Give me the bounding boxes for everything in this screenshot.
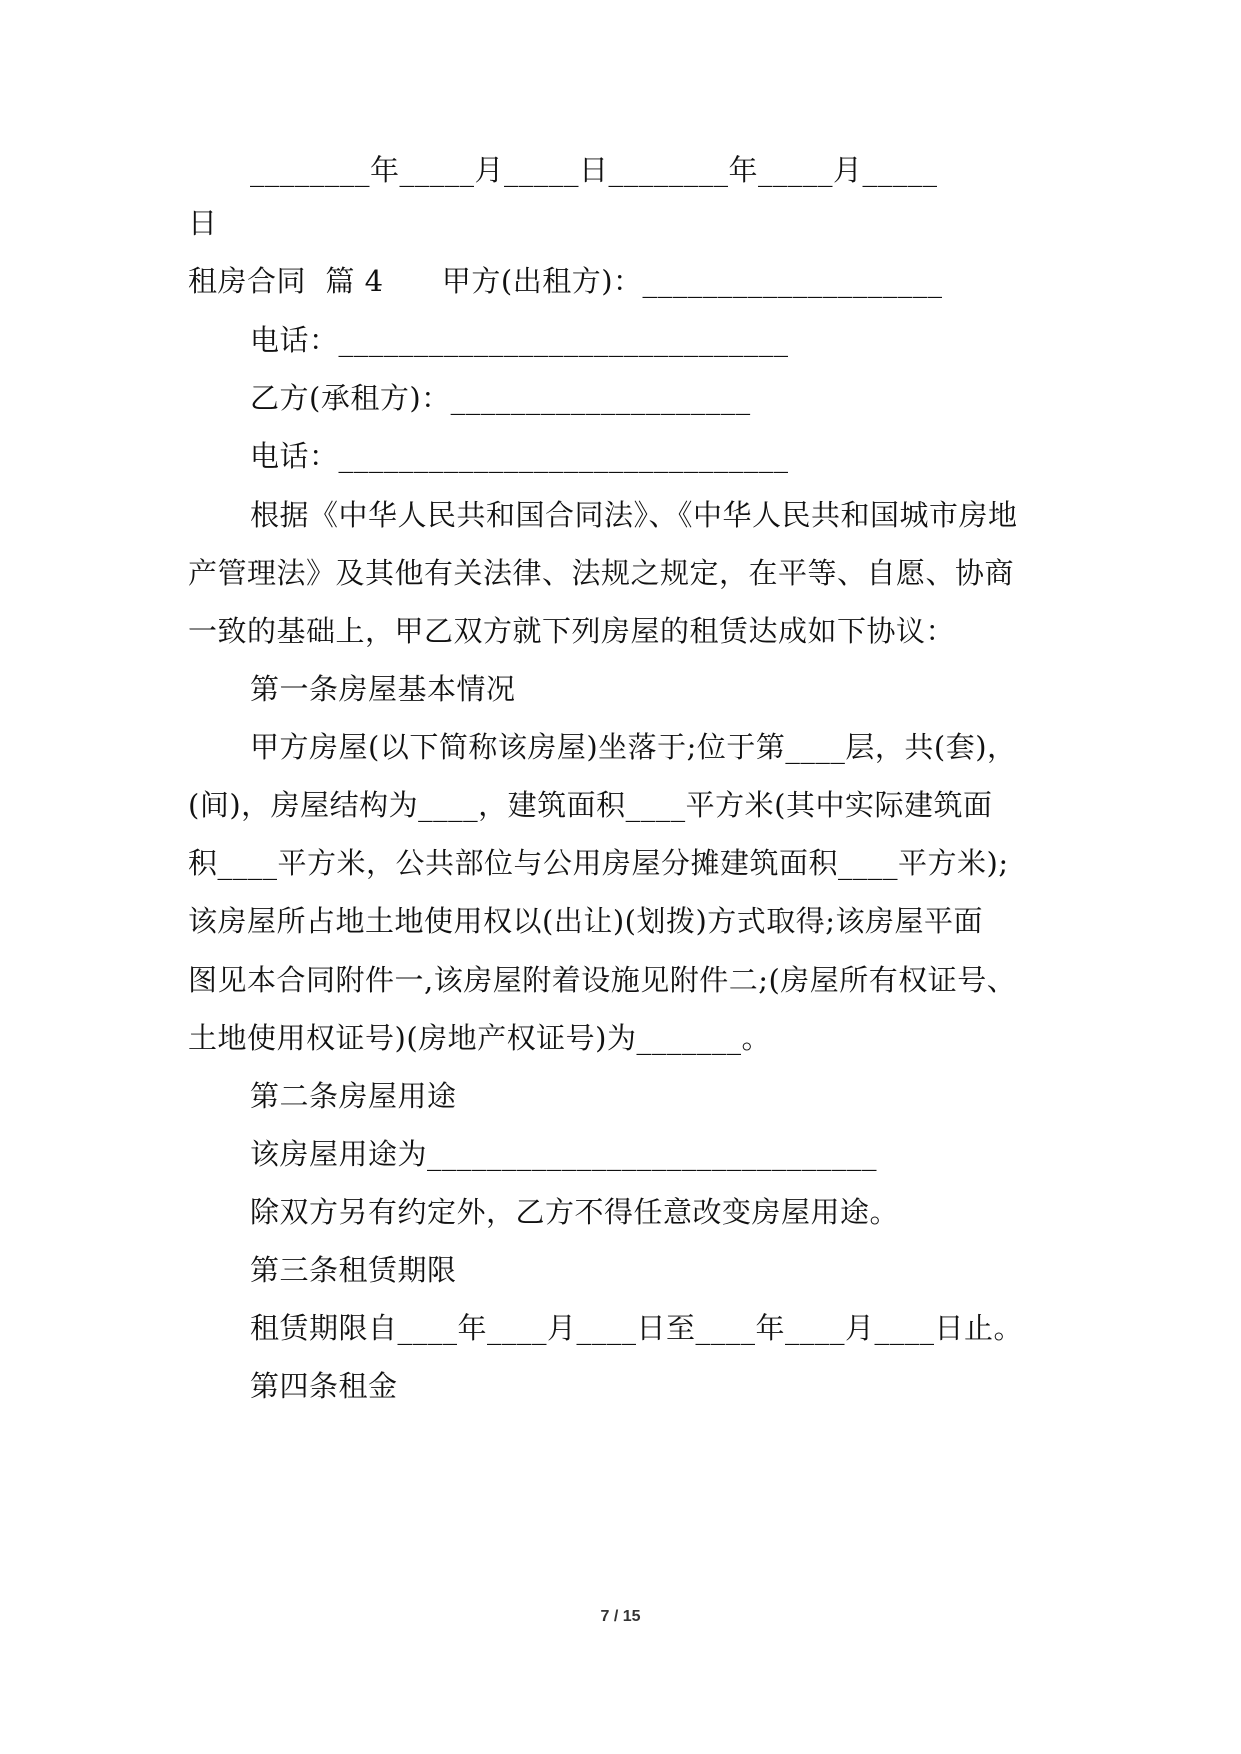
article-2-line-2: 除双方另有约定外，乙方不得任意改变房屋用途。 [250, 1195, 900, 1229]
article-2-line-1: 该房屋用途为______________________________ [250, 1137, 878, 1171]
article-1-line-6: 土地使用权证号)(房地产权证号)为_______。 [188, 1021, 771, 1055]
preamble-line-1: 根据《中华人民共和国合同法》、《中华人民共和国城市房地 [250, 498, 1018, 532]
article-3-heading: 第三条租赁期限 [250, 1253, 457, 1287]
article-1-line-5: 图见本合同附件一,该房屋附着设施见附件二;(房屋所有权证号、 [188, 963, 1017, 997]
preamble-line-3: 一致的基础上，甲乙双方就下列房屋的租赁达成如下协议： [188, 614, 956, 648]
article-3-line-1: 租赁期限自____年____月____日至____年____月____日止。 [250, 1311, 1024, 1345]
article-1-line-4: 该房屋所占地土地使用权以(出让)(划拨)方式取得;该房屋平面 [188, 904, 984, 938]
article-1-line-3: 积____平方米，公共部位与公用房屋分摊建筑面积____平方米); [188, 846, 1009, 880]
party-b-phone: 电话：______________________________ [250, 439, 789, 473]
article-1-line-2: (间)，房屋结构为____，建筑面积____平方米(其中实际建筑面 [188, 788, 993, 822]
article-4-heading: 第四条租金 [250, 1369, 398, 1403]
party-b-line: 乙方(承租方)：____________________ [250, 381, 751, 415]
page-number: 7 / 15 [600, 1608, 641, 1625]
preamble-line-2: 产管理法》及其他有关法律、法规之规定，在平等、自愿、协商 [188, 556, 1015, 590]
party-a-phone: 电话：______________________________ [250, 323, 789, 357]
article-1-line-1: 甲方房屋(以下简称该房屋)坐落于;位于第____层，共(套)， [250, 730, 1017, 764]
date-line-continued: 日 [188, 206, 218, 240]
article-2-heading: 第二条房屋用途 [250, 1079, 457, 1113]
article-1-heading: 第一条房屋基本情况 [250, 672, 516, 706]
date-line: ________年_____月_____日________年_____月_____ [250, 153, 938, 187]
contract-heading-party-a: 租房合同 篇 4 甲方(出租方)：____________________ [188, 264, 943, 298]
